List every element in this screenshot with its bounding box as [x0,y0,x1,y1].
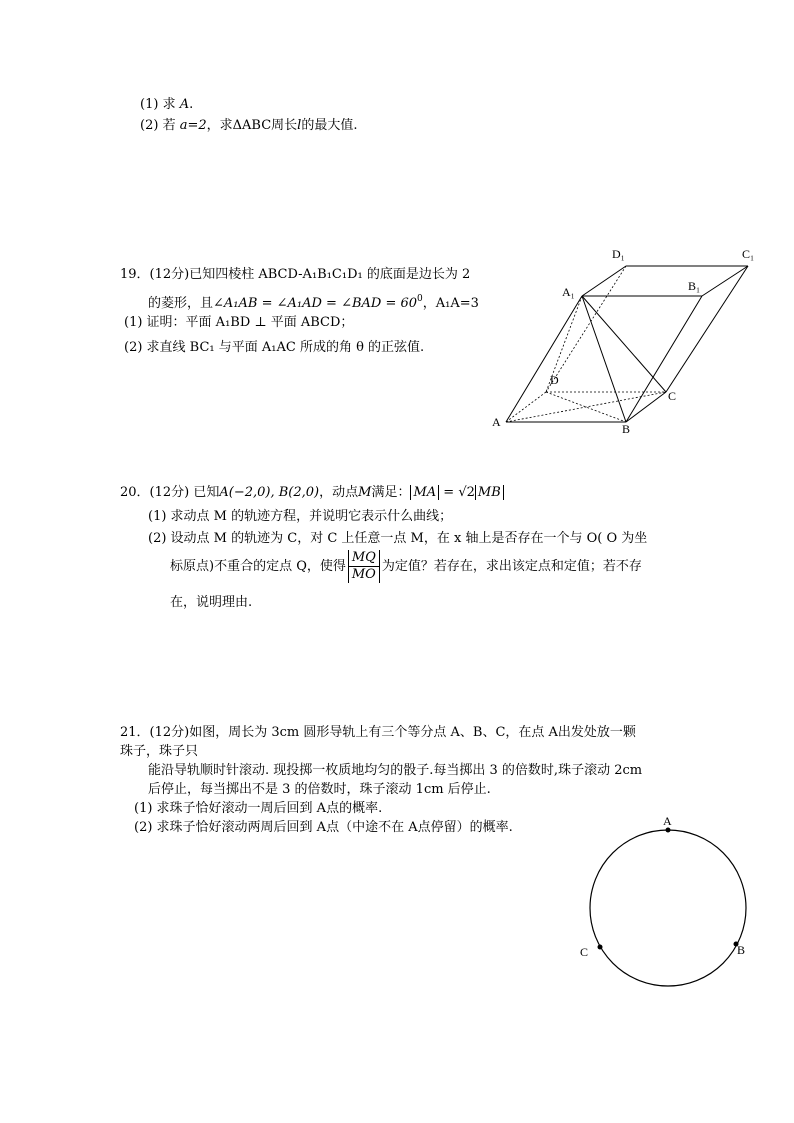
label-C: C [580,945,589,959]
label-B: B [737,943,746,957]
label-D1: D₁ [612,247,625,261]
q18-part2: (2) 若 a=2，求ΔABC周长l的最大值. [140,118,358,133]
point-A [666,828,671,833]
fraction: $\frac{MQ}{MO}$ [348,550,380,583]
abs-MA: MA [410,485,439,500]
label-A1: A₁ [562,285,575,299]
label-C: C [668,389,677,403]
q20-part1: (1) 求动点 M 的轨迹方程，并说明它表示什么曲线； [148,509,453,524]
q20-part2-line3: 在，说明理由. [170,595,253,610]
q21-line4: 后停止，每当掷出不是 3 的倍数时，珠子滚动 1cm 后停止. [148,782,491,797]
q18-part1: (1) 求 A. [140,97,194,112]
abs-MB: MB [475,485,504,500]
q20-part2-line1: (2) 设动点 M 的轨迹为 C，对 C 上任意一点 M，在 x 轴上是否存在一个与 O( O 为坐 [148,531,648,546]
label-D: D [550,373,559,387]
q21-heading: 21．(12分)如图，周长为 3cm 圆形导轨上有三个等分点 A、B、C，在点 A出发处放一颗 [120,725,636,740]
point-C [598,945,603,950]
prism-figure [490,240,770,440]
q20-heading: 20．(12分) 已知A(−2,0), B(2,0)，动点M满足： MA = √2 MB [120,484,504,502]
q19-part2: (2) 求直线 BC₁ 与平面 A₁AC 所成的角 θ 的正弦值. [124,340,425,355]
q19-line2: 的菱形，且∠A₁AB = ∠A₁AD = ∠BAD = $60^0$，A₁A=3 [148,294,479,311]
label-C1: C₁ [742,247,755,261]
q21-part1: (1) 求珠子恰好滚动一周后回到 A点的概率. [134,801,383,816]
q19-part1: (1) 证明：平面 A₁BD ⊥ 平面 ABCD； [124,315,354,330]
circle-track-figure [570,808,770,988]
q21-line2: 珠子，珠子只 [120,744,199,759]
q20-part2-line2: 标原点)不重合的定点 Q，使得 $\frac{MQ}{MO}$ 为定值？若存在，求出该定点和定值；若不存 [170,550,642,582]
label-B1: B₁ [688,279,701,293]
label-A: A [663,814,672,828]
q21-line3: 能沿导轨顺时针滚动. 现投掷一枚质地均匀的骰子.每当掷出 3 的倍数时,珠子滚动 2cm [148,763,643,778]
label-A: A [492,415,501,429]
label-B: B [622,422,631,436]
q19-heading: 19．(12分)已知四棱柱 ABCD-A₁B₁C₁D₁ 的底面是边长为 2 [120,267,471,282]
q21-part2: (2) 求珠子恰好滚动两周后回到 A点（中途不在 A点停留）的概率. [134,820,513,835]
